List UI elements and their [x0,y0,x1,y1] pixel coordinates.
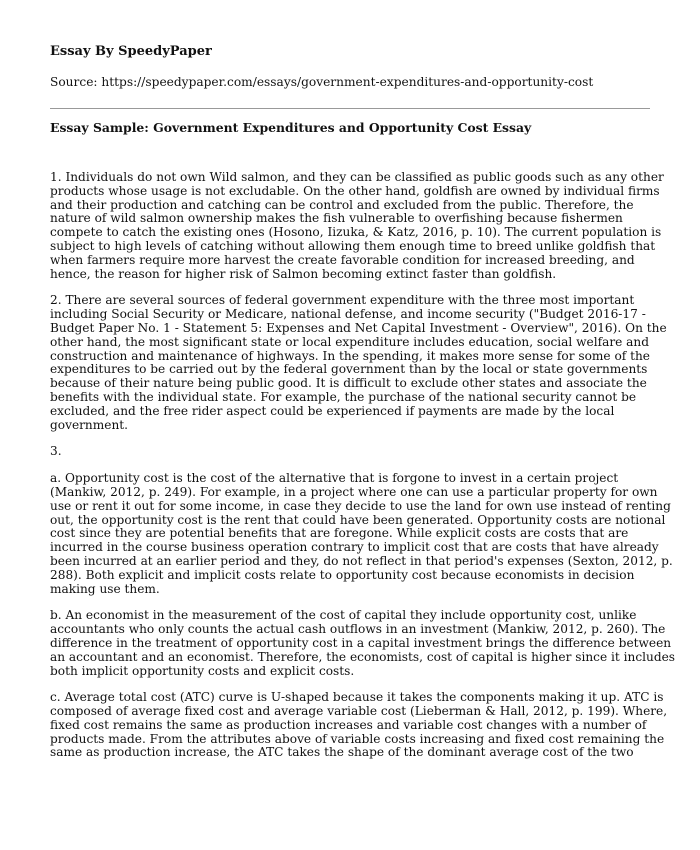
paragraph-3-heading [50,445,656,459]
paragraph-3c [50,690,668,760]
essay-title: Essay Sample: Government Expenditures and Opportunity Cost Essay [50,120,532,135]
text-line: making use them. [50,581,160,596]
text-line: both implicit opportunity costs and explicit costs. [50,663,355,678]
text-line: incurred in the course business operation contrary to implicit cost that are costs that have already [50,540,659,555]
paragraph-3a [50,471,673,596]
text-line: 3. [50,444,62,459]
text-line: including Social Security or Medicare, national defense, and income security ("Budget 2016-17 - [50,307,646,322]
text-line: compete to catch the existing ones (Hosono, Iizuka, & Katz, 2016, p. 10). The current population is [50,225,662,240]
paragraph-2 [50,293,667,432]
text-line: nature of wild salmon ownership makes the fish vulnerable to overfishing because fishermen [50,211,623,226]
text-line: cost since they are potential benefits that are foregone. While explicit costs are costs that are [50,526,629,541]
text-line: because of their nature being public good. It is difficult to exclude other states and associate the [50,376,647,391]
text-line: excluded, and the free rider aspect could be experienced if payments are made by the local [50,403,615,418]
text-line: use or rent it out for some income, in case they decide to use the land for own use instead of renting [50,498,671,513]
text-line: products made. From the attributes above of variable costs increasing and fixed cost remaining the [50,731,665,746]
text-line: difference in the treatment of opportunity cost in a capital investment brings the difference between [50,635,672,650]
text-line: c. Average total cost (ATC) curve is U-shaped because it takes the components making it up. ATC is [50,690,664,705]
paragraph-3b [50,608,676,678]
text-line: subject to high levels of catching without allowing them enough time to breed unlike goldfish that [50,238,656,253]
document-header-title: Essay By SpeedyPaper [50,44,212,59]
text-line: other hand, the most significant state or local expenditure includes education, social welfare and [50,334,649,349]
paragraph-1 [50,170,664,281]
text-line: 2. There are several sources of federal government expenditure with the three most important [50,293,635,308]
text-line: same as production increase, the ATC takes the shape of the dominant average cost of the two [50,745,634,760]
text-line: government. [50,417,129,432]
text-line: a. Opportunity cost is the cost of the alternative that is forgone to invest in a certain project [50,471,619,486]
text-line: an accountant and an economist. Therefore, the economists, cost of capital is higher since it includes [50,649,676,664]
source-url: Source: https://speedypaper.com/essays/government-expenditures-and-opportunity-cost [50,75,594,89]
text-line: composed of average fixed cost and average variable cost (Lieberman & Hall, 2012, p. 199). Where, [50,704,668,719]
text-line: and their production and catching can be control and excluded from the public. Therefore, the [50,197,634,212]
header-divider [50,108,650,109]
text-line: expenditures to be carried out by the federal government than by the local or state governments [50,362,648,377]
text-line: 1. Individuals do not own Wild salmon, and they can be classified as public goods such as any other [50,170,664,184]
text-line: Budget Paper No. 1 - Statement 5: Expenses and Net Capital Investment - Overview", 2016). On the [50,320,667,335]
text-line: (Mankiw, 2012, p. 249). For example, in a project where one can use a particular property for own [50,484,658,499]
text-line: benefits with the individual state. For example, the purchase of the national security cannot be [50,389,637,404]
text-line: out, the opportunity cost is the rent that could have been generated. Opportunity costs are notional [50,512,666,527]
essay-body [50,170,676,773]
text-line: been incurred at an earlier period and they, do not reflect in that period's expenses (Sexton, 2012, p. [50,553,673,568]
text-line: when farmers require more harvest the create favorable condition for increased breeding, and [50,252,635,267]
text-line: 288). Both explicit and implicit costs relate to opportunity cost because economists in decision [50,567,635,582]
text-line: products whose usage is not excludable. On the other hand, goldfish are owned by individual firms [50,183,660,198]
text-line: b. An economist in the measurement of the cost of capital they include opportunity cost, unlike [50,608,637,623]
text-line: fixed cost remains the same as production increases and variable cost changes with a number of [50,717,647,732]
text-line: accountants who only counts the actual cash outflows in an investment (Mankiw, 2012, p. 260). The [50,622,666,637]
text-line: construction and maintenance of highways. In the spending, it makes more sense for some of the [50,348,650,363]
text-line: hence, the reason for higher risk of Salmon becoming extinct faster than goldfish. [50,266,557,281]
